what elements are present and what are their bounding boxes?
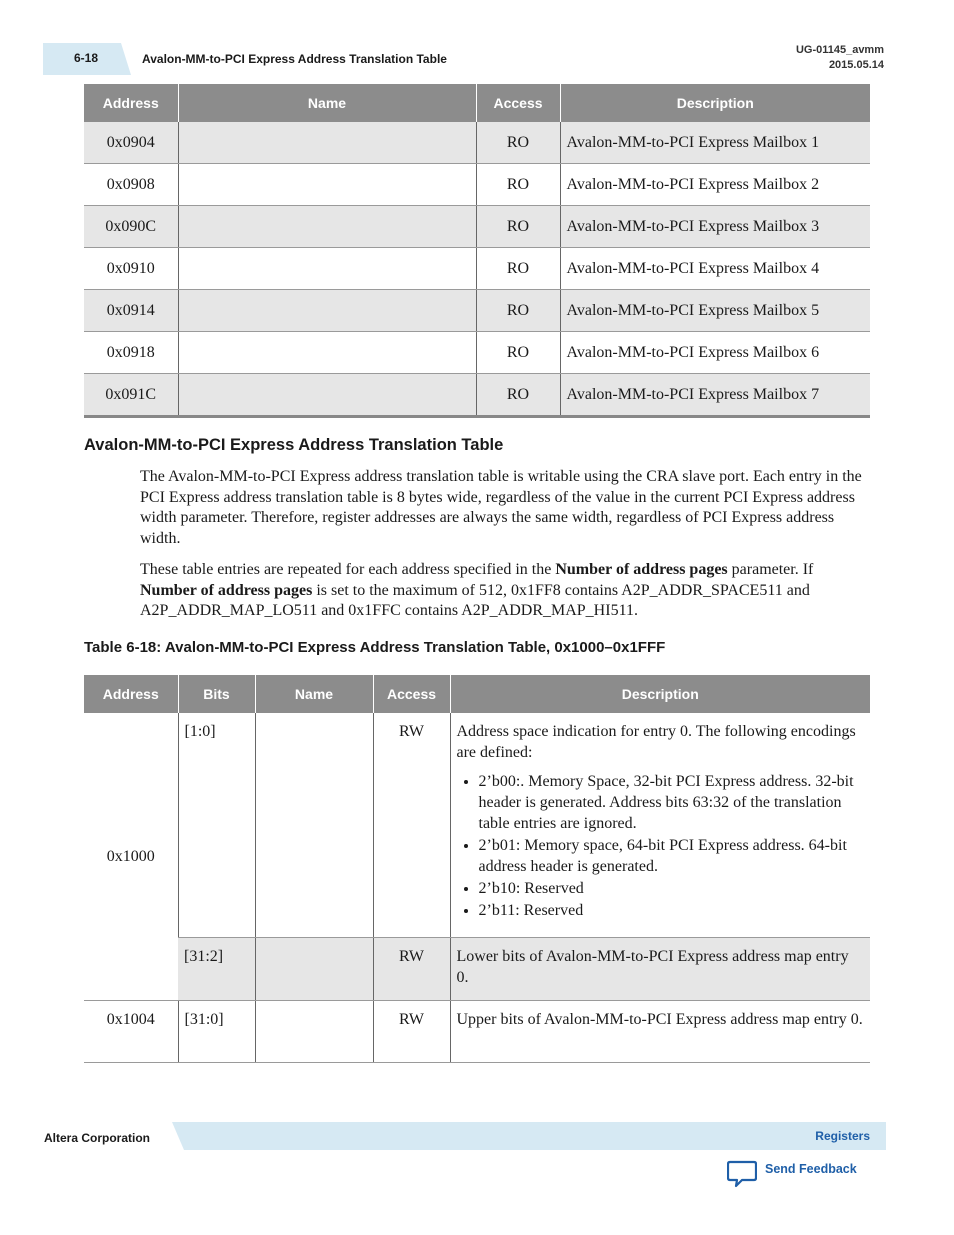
table-row xyxy=(84,164,870,206)
table-row xyxy=(84,206,870,248)
page-number: 6-18 xyxy=(74,51,99,65)
address-translation-table xyxy=(84,675,870,1063)
col-description-header: Description xyxy=(450,675,870,713)
speech-bubble-icon[interactable] xyxy=(727,1160,757,1193)
param-name-bold: Number of address pages xyxy=(555,561,728,578)
table-row xyxy=(84,248,870,290)
bits-cell: [31:0] xyxy=(178,1001,255,1063)
col-address-header: Address xyxy=(84,84,178,122)
address-cell: 0x0918 xyxy=(84,332,178,374)
access-cell: RO xyxy=(476,290,560,332)
address-cell: 0x1000 xyxy=(84,713,178,1001)
list-item: • 2’b00:. Memory Space, 32-bit PCI Express address. 32-bit header is generated. Address bits 63:32 of the translation table entries are ignored. xyxy=(479,771,865,834)
table-row xyxy=(84,122,870,164)
name-cell xyxy=(178,248,476,290)
mailbox-register-table xyxy=(84,84,870,418)
address-cell: 0x0904 xyxy=(84,122,178,164)
name-cell xyxy=(255,1001,373,1063)
name-cell xyxy=(255,938,373,1001)
paragraph-2-text-c: parameter. If xyxy=(727,561,814,578)
name-cell xyxy=(178,206,476,248)
description-cell: Avalon-MM-to-PCI Express Mailbox 2 xyxy=(560,164,870,206)
table-row xyxy=(84,332,870,374)
running-title: Avalon-MM-to-PCI Express Address Translation Table xyxy=(142,52,447,66)
paragraph-2-text-a: These table entries are repeated for each address specified in the xyxy=(140,561,556,578)
section-heading: Avalon-MM-to-PCI Express Address Translation Table xyxy=(84,436,504,454)
doc-date: 2015.05.14 xyxy=(828,59,884,71)
name-cell xyxy=(178,164,476,206)
address-cell: 0x090C xyxy=(84,206,178,248)
access-cell: RO xyxy=(476,206,560,248)
access-cell: RO xyxy=(476,164,560,206)
description-cell: Avalon-MM-to-PCI Express Mailbox 4 xyxy=(560,248,870,290)
col-name-header: Name xyxy=(178,84,476,122)
table-row xyxy=(84,290,870,332)
name-cell xyxy=(255,713,373,938)
name-cell xyxy=(178,374,476,417)
list-item: • 2’b11: Reserved xyxy=(479,900,865,921)
access-cell: RO xyxy=(476,248,560,290)
address-cell: 0x1004 xyxy=(84,1001,178,1063)
table-caption: Table 6-18: Avalon-MM-to-PCI Express Address Translation Table, 0x1000–0x1FFF xyxy=(84,639,666,656)
access-cell: RO xyxy=(476,122,560,164)
address-cell: 0x0910 xyxy=(84,248,178,290)
description-cell: Avalon-MM-to-PCI Express Mailbox 3 xyxy=(560,206,870,248)
table-row xyxy=(84,374,870,417)
doc-id: UG-01145_avmm xyxy=(795,44,884,56)
name-cell xyxy=(178,332,476,374)
description-cell: Avalon-MM-to-PCI Express Mailbox 5 xyxy=(560,290,870,332)
access-cell: RW xyxy=(373,938,450,1001)
col-access-header: Access xyxy=(373,675,450,713)
paragraph-2-text-d: is set to the maximum of 512, 0x1FF8 contains A2P_ADDR_SPACE511 and A2P_ADDR_MAP_LO511 and 0x1FFC contains A2P_ADDR_MAP_HI511. xyxy=(140,581,810,620)
address-cell: 0x0914 xyxy=(84,290,178,332)
bits-cell: [31:2] xyxy=(178,938,255,1001)
paragraph-1: The Avalon-MM-to-PCI Express address translation table is writable using the CRA slave port. Each entry in the PCI Express address translation table is 8 bytes wide, regardless of the value in the current PCI Express address width parameter. Therefore, register addresses are always the same width, regardless of PCI Express address width. xyxy=(140,468,862,548)
doc-info xyxy=(796,43,884,73)
col-description-header: Description xyxy=(560,84,870,122)
footer-company: Altera Corporation xyxy=(44,1131,151,1145)
access-cell: RO xyxy=(476,332,560,374)
description-text: Address space indication for entry 0. The following encodings are defined: xyxy=(456,723,856,761)
description-cell: Avalon-MM-to-PCI Express Mailbox 6 xyxy=(560,332,870,374)
send-feedback-link[interactable]: Send Feedback xyxy=(765,1162,857,1176)
bits-cell: [1:0] xyxy=(178,713,255,938)
footer-band xyxy=(172,1122,886,1150)
description-cell: Lower bits of Avalon-MM-to-PCI Express address map entry 0. xyxy=(450,938,870,1001)
name-cell xyxy=(178,290,476,332)
col-name-header: Name xyxy=(255,675,373,713)
name-cell xyxy=(178,122,476,164)
access-cell: RW xyxy=(373,1001,450,1063)
address-cell: 0x091C xyxy=(84,374,178,417)
list-item: • 2’b01: Memory space, 64-bit PCI Express address. 64-bit address header is generated. xyxy=(479,835,865,877)
access-cell: RW xyxy=(373,713,450,938)
list-item: • 2’b10: Reserved xyxy=(479,878,865,899)
paragraph-2 xyxy=(140,560,866,622)
col-access-header: Access xyxy=(476,84,560,122)
col-address-header: Address xyxy=(84,675,178,713)
col-bits-header: Bits xyxy=(178,675,255,713)
access-cell: RO xyxy=(476,374,560,417)
description-cell: Avalon-MM-to-PCI Express Mailbox 1 xyxy=(560,122,870,164)
param-name-bold: Number of address pages xyxy=(140,581,313,599)
description-cell: Avalon-MM-to-PCI Express Mailbox 7 xyxy=(560,374,870,417)
table-row xyxy=(84,713,870,938)
description-cell: Upper bits of Avalon-MM-to-PCI Express address map entry 0. xyxy=(450,1001,870,1063)
encoding-list xyxy=(457,771,865,921)
table-row xyxy=(84,938,870,1001)
footer-chapter-link[interactable]: Registers xyxy=(815,1129,870,1143)
table-row xyxy=(84,1001,870,1063)
address-cell: 0x0908 xyxy=(84,164,178,206)
description-cell xyxy=(450,713,870,938)
